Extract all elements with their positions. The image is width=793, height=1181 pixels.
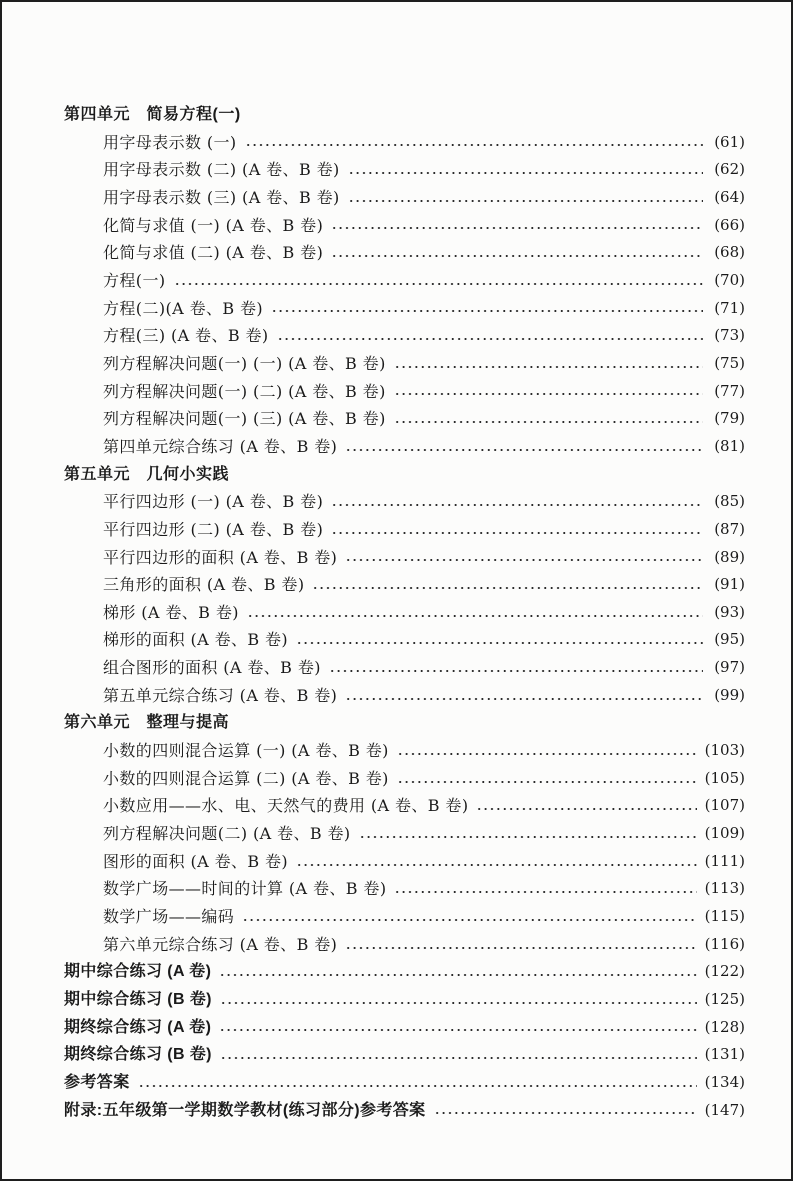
page-number: (81) xyxy=(714,436,745,455)
entry-title: 用字母表示数 (二) (A 卷、B 卷) xyxy=(103,160,340,180)
entry-title: 小数的四则混合运算 (二) (A 卷、B 卷) xyxy=(103,768,389,788)
page-number: (113) xyxy=(704,879,745,898)
page-number: (93) xyxy=(714,602,745,621)
page-number: (107) xyxy=(704,796,745,815)
dot-leader xyxy=(394,420,703,424)
page-number: (71) xyxy=(714,298,745,317)
toc-entry xyxy=(64,792,745,820)
dot-leader xyxy=(331,254,703,258)
page-number: (73) xyxy=(714,326,745,345)
entry-title: 方程(一) xyxy=(103,270,166,290)
page-number: (87) xyxy=(714,519,745,538)
page-number: (64) xyxy=(714,187,745,206)
page-number: (77) xyxy=(714,381,745,400)
entry-title: 三角形的面积 (A 卷、B 卷) xyxy=(103,575,305,595)
dot-leader xyxy=(394,365,703,369)
dot-leader xyxy=(397,780,697,784)
toc-entry xyxy=(64,682,745,710)
unit-heading: 第五单元 几何小实践 xyxy=(64,465,230,483)
toc-entry xyxy=(64,1014,745,1042)
entry-title: 化简与求值 (一) (A 卷、B 卷) xyxy=(103,215,324,235)
entry-title: 小数应用——水、电、天然气的费用 (A 卷、B 卷) xyxy=(103,796,469,816)
page-number: (61) xyxy=(714,132,745,151)
dot-leader xyxy=(345,697,703,701)
page-number: (68) xyxy=(714,243,745,262)
toc-entry xyxy=(64,184,745,212)
page-number: (62) xyxy=(714,160,745,179)
toc-entry xyxy=(64,322,745,350)
toc-entry xyxy=(64,1041,745,1069)
page-number: (115) xyxy=(704,907,745,926)
entry-title: 列方程解决问题(二) (A 卷、B 卷) xyxy=(103,824,351,844)
page-number: (147) xyxy=(704,1100,745,1119)
entry-title: 梯形 (A 卷、B 卷) xyxy=(103,602,239,622)
page-number: (70) xyxy=(714,270,745,289)
toc-entry xyxy=(64,571,745,599)
entry-title: 数学广场——时间的计算 (A 卷、B 卷) xyxy=(103,879,387,899)
dot-leader xyxy=(348,171,703,175)
page-number: (89) xyxy=(714,547,745,566)
entry-title: 期终综合练习 (A 卷) xyxy=(64,1018,212,1036)
page-number: (131) xyxy=(704,1045,745,1064)
page-number: (85) xyxy=(714,492,745,511)
dot-leader xyxy=(394,392,703,396)
entry-title: 列方程解决问题(一) (一) (A 卷、B 卷) xyxy=(103,353,386,373)
entry-title: 用字母表示数 (一) xyxy=(103,132,237,152)
dot-leader xyxy=(138,1084,697,1088)
toc-entry xyxy=(64,544,745,572)
dot-leader xyxy=(331,531,703,535)
dot-leader xyxy=(296,863,697,867)
page-number: (105) xyxy=(704,768,745,787)
toc-entry xyxy=(64,765,745,793)
page-number: (91) xyxy=(714,575,745,594)
entry-title: 平行四边形的面积 (A 卷、B 卷) xyxy=(103,547,338,567)
page-number: (97) xyxy=(714,658,745,677)
dot-leader xyxy=(242,918,696,922)
page-number: (134) xyxy=(704,1072,745,1091)
page-number: (79) xyxy=(714,409,745,428)
dot-leader xyxy=(271,309,703,313)
entry-title: 期中综合练习 (B 卷) xyxy=(64,991,212,1008)
toc-entry xyxy=(64,433,745,461)
toc-entry xyxy=(64,903,745,931)
toc-entry xyxy=(64,820,745,848)
dot-leader xyxy=(247,614,703,618)
entry-title: 平行四边形 (二) (A 卷、B 卷) xyxy=(103,519,324,539)
dot-leader xyxy=(434,1111,697,1115)
toc-entry xyxy=(64,875,745,903)
table-of-contents xyxy=(64,101,745,1124)
entry-title: 期中综合练习 (A 卷) xyxy=(64,963,212,981)
page-number: (116) xyxy=(704,934,745,953)
toc-entry xyxy=(64,156,745,184)
dot-leader xyxy=(345,558,703,562)
entry-title: 数学广场——编码 xyxy=(103,907,235,927)
entry-title: 用字母表示数 (三) (A 卷、B 卷) xyxy=(103,187,340,207)
dot-leader xyxy=(476,807,696,811)
toc-entry xyxy=(64,378,745,406)
toc-entry xyxy=(64,931,745,959)
toc-entry xyxy=(64,129,745,157)
entry-title: 列方程解决问题(一) (三) (A 卷、B 卷) xyxy=(103,409,386,429)
page-number: (66) xyxy=(714,215,745,234)
dot-leader xyxy=(220,1001,697,1005)
toc-entry xyxy=(64,986,745,1014)
dot-leader xyxy=(331,226,703,230)
dot-leader xyxy=(312,586,703,590)
entry-title: 第四单元综合练习 (A 卷、B 卷) xyxy=(103,436,338,456)
toc-entry xyxy=(64,848,745,876)
toc-entry xyxy=(64,239,745,267)
page-number: (111) xyxy=(704,851,745,870)
page-number: (103) xyxy=(704,741,745,760)
page-number: (95) xyxy=(714,630,745,649)
entry-title: 期终综合练习 (B 卷) xyxy=(64,1046,212,1064)
entry-title: 组合图形的面积 (A 卷、B 卷) xyxy=(103,658,321,678)
toc-entry xyxy=(64,405,745,433)
dot-leader xyxy=(296,641,703,645)
entry-title: 梯形的面积 (A 卷、B 卷) xyxy=(103,630,289,650)
toc-entry xyxy=(64,350,745,378)
toc-entry xyxy=(64,267,745,295)
entry-title: 参考答案 xyxy=(64,1073,130,1091)
dot-leader xyxy=(345,448,703,452)
dot-leader xyxy=(348,199,703,203)
dot-leader xyxy=(174,282,704,286)
toc-entry xyxy=(64,488,745,516)
entry-title: 方程(三) (A 卷、B 卷) xyxy=(103,326,269,346)
dot-leader xyxy=(220,1056,697,1060)
toc-entry xyxy=(64,737,745,765)
page-number: (99) xyxy=(714,685,745,704)
dot-leader xyxy=(329,669,703,673)
entry-title: 方程(二)(A 卷、B 卷) xyxy=(103,298,264,318)
dot-leader xyxy=(331,503,703,507)
toc-entry xyxy=(64,295,745,323)
dot-leader xyxy=(277,337,703,341)
entry-title: 列方程解决问题(一) (二) (A 卷、B 卷) xyxy=(103,381,386,401)
toc-entry xyxy=(64,516,745,544)
page-number: (122) xyxy=(704,962,745,981)
toc-entry xyxy=(64,1097,745,1125)
toc-entry xyxy=(64,626,745,654)
dot-leader xyxy=(219,1028,696,1032)
page-number: (125) xyxy=(704,990,745,1008)
entry-title: 图形的面积 (A 卷、B 卷) xyxy=(103,851,289,871)
entry-title: 化简与求值 (二) (A 卷、B 卷) xyxy=(103,243,324,263)
entry-title: 第五单元综合练习 (A 卷、B 卷) xyxy=(103,685,338,705)
unit-heading: 第四单元 简易方程(一) xyxy=(64,106,241,123)
dot-leader xyxy=(345,946,696,950)
dot-leader xyxy=(394,890,696,894)
entry-title: 第六单元综合练习 (A 卷、B 卷) xyxy=(103,934,338,954)
toc-entry xyxy=(64,212,745,240)
toc-entry xyxy=(64,599,745,627)
entry-title: 附录:五年级第一学期数学教材(练习部分)参考答案 xyxy=(64,1101,426,1119)
dot-leader xyxy=(219,973,696,977)
entry-title: 小数的四则混合运算 (一) (A 卷、B 卷) xyxy=(103,741,389,761)
dot-leader xyxy=(359,835,697,839)
toc-entry xyxy=(64,1069,745,1097)
toc-entry xyxy=(64,654,745,682)
unit-heading: 第六单元 整理与提高 xyxy=(64,714,230,732)
toc-entry xyxy=(64,958,745,986)
page-number: (128) xyxy=(704,1017,745,1036)
dot-leader xyxy=(397,752,697,756)
page-number: (109) xyxy=(704,824,745,843)
entry-title: 平行四边形 (一) (A 卷、B 卷) xyxy=(103,492,324,512)
page-number: (75) xyxy=(714,353,745,372)
dot-leader xyxy=(245,143,703,147)
